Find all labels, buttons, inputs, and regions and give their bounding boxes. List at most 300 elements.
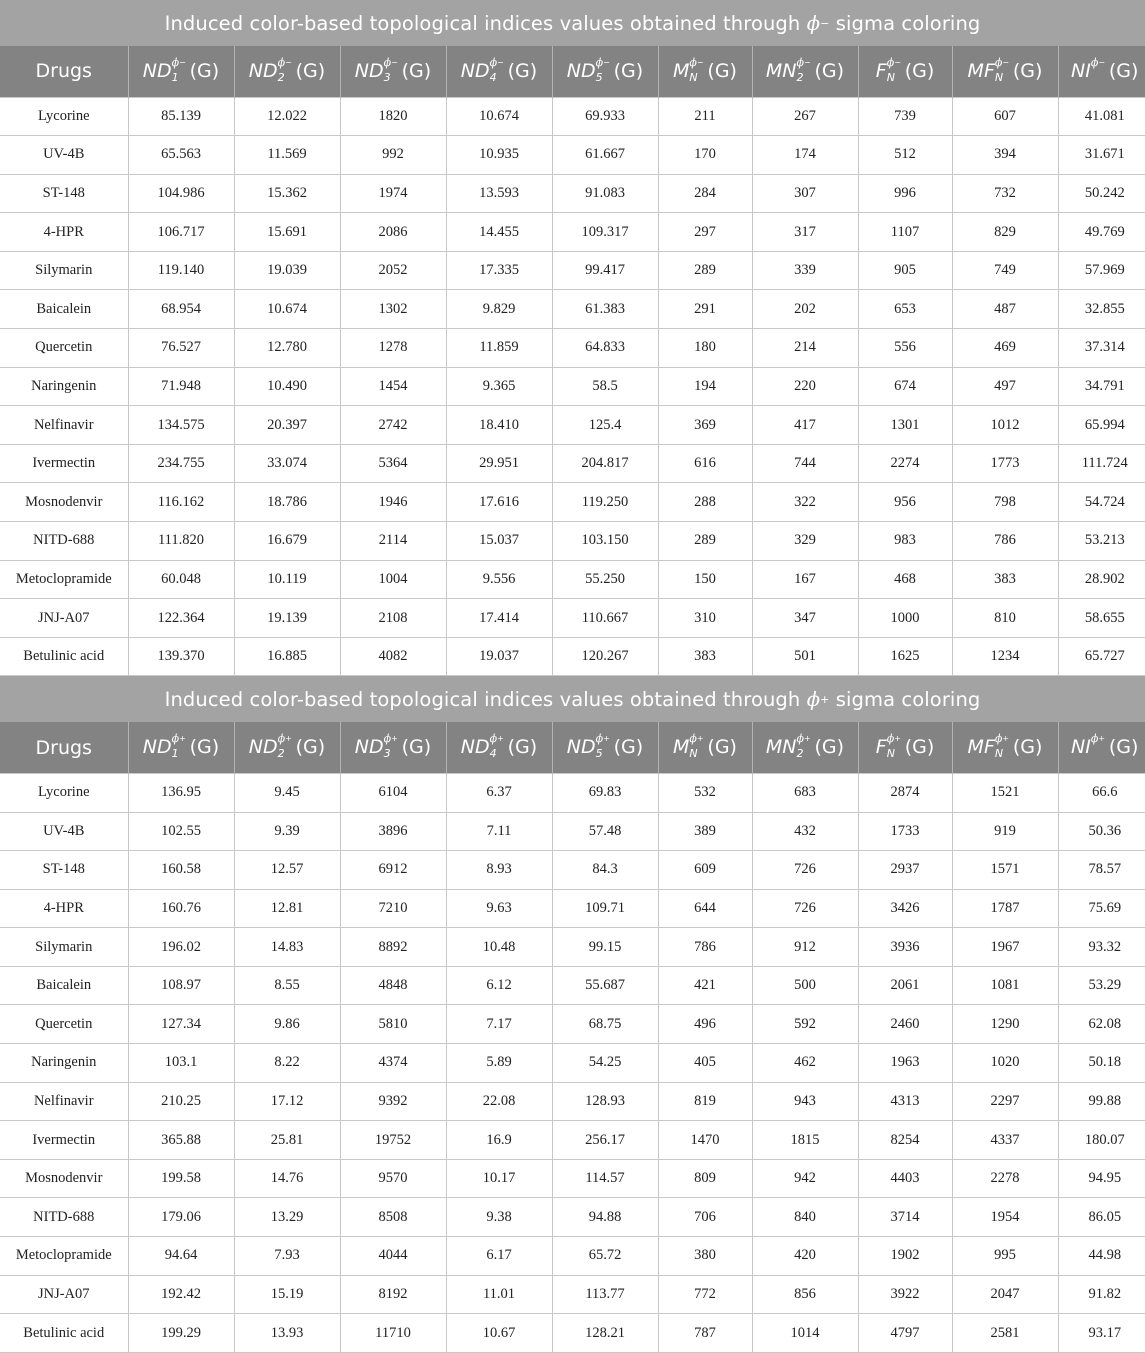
value-cell: 62.08 <box>1058 1005 1145 1044</box>
index-symbol <box>765 731 845 760</box>
value-cell: 2581 <box>952 1314 1058 1353</box>
value-cell: 683 <box>752 773 858 812</box>
value-cell: 99.417 <box>552 251 658 290</box>
value-cell: 91.083 <box>552 174 658 213</box>
value-cell: 919 <box>952 812 1058 851</box>
value-cell: 180.07 <box>1058 1121 1145 1160</box>
value-cell: 139.370 <box>128 637 234 676</box>
index-phi: ϕ <box>595 731 604 745</box>
index-subscript: 2 <box>277 746 285 760</box>
index-base: NI <box>1071 736 1091 759</box>
value-cell: 284 <box>658 174 752 213</box>
value-cell: 84.3 <box>552 851 658 890</box>
index-phi-sign: − <box>1002 57 1010 67</box>
drug-name-cell: Lycorine <box>0 773 128 812</box>
value-cell: 15.19 <box>234 1275 340 1314</box>
index-graph-arg: (G) <box>507 736 538 759</box>
index-symbol <box>354 55 432 84</box>
index-phi: ϕ <box>796 731 805 745</box>
title-suffix: sigma coloring <box>829 687 981 711</box>
value-cell: 3426 <box>858 889 952 928</box>
value-cell: 1571 <box>952 851 1058 890</box>
value-cell: 1301 <box>858 406 952 445</box>
value-cell: 14.76 <box>234 1159 340 1198</box>
index-base: ND <box>142 60 172 82</box>
index-graph-arg: (G) <box>295 60 326 82</box>
drug-name-cell: Ivermectin <box>0 1121 128 1160</box>
value-cell: 3922 <box>858 1275 952 1314</box>
value-cell: 76.527 <box>128 329 234 368</box>
index-phi-sign: + <box>285 733 292 743</box>
index-phi-sign: + <box>391 733 398 743</box>
value-cell: 19752 <box>340 1121 446 1160</box>
index-symbol <box>673 55 737 84</box>
column-header <box>952 46 1058 97</box>
value-cell: 128.93 <box>552 1082 658 1121</box>
value-cell: 2086 <box>340 213 446 252</box>
index-phi-sign: + <box>497 733 504 743</box>
drug-name-cell: JNJ-A07 <box>0 1275 128 1314</box>
index-phi-sign: − <box>804 57 811 67</box>
value-cell: 64.833 <box>552 329 658 368</box>
value-cell: 99.15 <box>552 928 658 967</box>
value-cell: 1946 <box>340 483 446 522</box>
value-cell: 840 <box>752 1198 858 1237</box>
index-phi: ϕ <box>994 731 1003 745</box>
value-cell: 86.05 <box>1058 1198 1145 1237</box>
value-cell: 44.98 <box>1058 1237 1145 1276</box>
value-cell: 1787 <box>952 889 1058 928</box>
index-graph-arg: (G) <box>401 736 432 759</box>
index-phi: ϕ <box>489 731 498 745</box>
index-base: MN <box>765 60 797 82</box>
value-cell: 905 <box>858 251 952 290</box>
index-subscript <box>1091 748 1105 759</box>
index-phi-sign: + <box>603 733 610 743</box>
value-cell: 7210 <box>340 889 446 928</box>
value-cell: 18.786 <box>234 483 340 522</box>
index-subscript: 1 <box>171 746 179 760</box>
value-cell: 739 <box>858 97 952 136</box>
value-cell: 210.25 <box>128 1082 234 1121</box>
index-symbol <box>460 731 538 760</box>
table-row <box>0 1198 1145 1237</box>
index-symbol <box>460 55 538 84</box>
index-subscript: N <box>886 746 895 760</box>
value-cell: 307 <box>752 174 858 213</box>
index-phi: ϕ <box>1090 55 1099 69</box>
table-row <box>0 97 1145 136</box>
value-cell: 4797 <box>858 1314 952 1353</box>
value-cell: 91.82 <box>1058 1275 1145 1314</box>
index-phi-sign: − <box>603 57 610 67</box>
column-header <box>552 722 658 773</box>
value-cell: 11.859 <box>446 329 552 368</box>
value-cell: 288 <box>658 483 752 522</box>
index-phi: ϕ <box>277 55 286 69</box>
value-cell: 383 <box>952 560 1058 599</box>
value-cell: 69.83 <box>552 773 658 812</box>
value-cell: 9.45 <box>234 773 340 812</box>
value-cell: 167 <box>752 560 858 599</box>
index-symbol <box>1071 731 1139 759</box>
value-cell: 8892 <box>340 928 446 967</box>
column-header-label: Drugs <box>35 736 92 759</box>
index-symbol <box>967 55 1043 84</box>
table-row <box>0 406 1145 445</box>
value-cell: 4403 <box>858 1159 952 1198</box>
value-cell: 706 <box>658 1198 752 1237</box>
value-cell: 75.69 <box>1058 889 1145 928</box>
value-cell: 1963 <box>858 1044 952 1083</box>
title-phi-sign: − <box>820 16 830 30</box>
value-cell: 468 <box>858 560 952 599</box>
index-subscript: 2 <box>796 70 804 84</box>
value-cell: 297 <box>658 213 752 252</box>
value-cell: 8508 <box>340 1198 446 1237</box>
value-cell: 1081 <box>952 966 1058 1005</box>
value-cell: 772 <box>658 1275 752 1314</box>
value-cell: 5810 <box>340 1005 446 1044</box>
index-phi: ϕ <box>994 55 1003 69</box>
value-cell: 317 <box>752 213 858 252</box>
value-cell: 1000 <box>858 599 952 638</box>
value-cell: 180 <box>658 329 752 368</box>
table-row <box>0 444 1145 483</box>
value-cell: 93.32 <box>1058 928 1145 967</box>
value-cell: 9.86 <box>234 1005 340 1044</box>
value-cell: 199.29 <box>128 1314 234 1353</box>
value-cell: 674 <box>858 367 952 406</box>
value-cell: 122.364 <box>128 599 234 638</box>
index-symbol <box>566 731 644 760</box>
table-row <box>0 1275 1145 1314</box>
value-cell: 291 <box>658 290 752 329</box>
value-cell: 4337 <box>952 1121 1058 1160</box>
value-cell: 57.48 <box>552 812 658 851</box>
index-subscript: N <box>689 746 698 760</box>
value-cell: 17.414 <box>446 599 552 638</box>
index-symbol <box>566 55 644 84</box>
value-cell: 956 <box>858 483 952 522</box>
table-row <box>0 213 1145 252</box>
table-row <box>0 367 1145 406</box>
value-cell: 1454 <box>340 367 446 406</box>
value-cell: 55.250 <box>552 560 658 599</box>
value-cell: 10.48 <box>446 928 552 967</box>
table-row <box>0 1314 1145 1353</box>
table-row <box>0 851 1145 890</box>
index-subscript: N <box>886 70 895 84</box>
value-cell: 211 <box>658 97 752 136</box>
value-cell: 289 <box>658 251 752 290</box>
value-cell: 7.17 <box>446 1005 552 1044</box>
value-cell: 996 <box>858 174 952 213</box>
table-row <box>0 812 1145 851</box>
value-cell: 9.38 <box>446 1198 552 1237</box>
value-cell: 68.954 <box>128 290 234 329</box>
value-cell: 41.081 <box>1058 97 1145 136</box>
value-cell: 119.250 <box>552 483 658 522</box>
value-cell: 19.139 <box>234 599 340 638</box>
value-cell: 136.95 <box>128 773 234 812</box>
index-symbol <box>248 731 326 760</box>
value-cell: 329 <box>752 522 858 561</box>
index-graph-arg: (G) <box>1108 736 1139 759</box>
value-cell: 339 <box>752 251 858 290</box>
title-phi: ϕ <box>806 11 821 35</box>
index-symbol <box>875 731 935 760</box>
value-cell: 1820 <box>340 97 446 136</box>
value-cell: 432 <box>752 812 858 851</box>
value-cell: 199.58 <box>128 1159 234 1198</box>
value-cell: 744 <box>752 444 858 483</box>
value-cell: 160.76 <box>128 889 234 928</box>
index-base: MN <box>765 736 797 759</box>
value-cell: 125.4 <box>552 406 658 445</box>
index-phi-sign: − <box>894 57 901 67</box>
value-cell: 113.77 <box>552 1275 658 1314</box>
value-cell: 204.817 <box>552 444 658 483</box>
value-cell: 2742 <box>340 406 446 445</box>
value-cell: 4044 <box>340 1237 446 1276</box>
value-cell: 220 <box>752 367 858 406</box>
value-cell: 7.11 <box>446 812 552 851</box>
value-cell: 9.39 <box>234 812 340 851</box>
index-graph-arg: (G) <box>1012 736 1043 759</box>
value-cell: 2297 <box>952 1082 1058 1121</box>
value-cell: 912 <box>752 928 858 967</box>
table-row <box>0 599 1145 638</box>
index-base: ND <box>248 736 278 759</box>
index-base: NI <box>1071 60 1091 82</box>
column-header <box>0 722 128 773</box>
value-cell: 9.63 <box>446 889 552 928</box>
value-cell: 11.01 <box>446 1275 552 1314</box>
value-cell: 65.72 <box>552 1237 658 1276</box>
index-subscript <box>1091 72 1105 83</box>
value-cell: 2061 <box>858 966 952 1005</box>
index-graph-arg: (G) <box>295 736 326 759</box>
index-graph-arg: (G) <box>401 60 432 82</box>
value-cell: 2937 <box>858 851 952 890</box>
column-header <box>1058 722 1145 773</box>
value-cell: 12.780 <box>234 329 340 368</box>
drug-name-cell: Metoclopramide <box>0 560 128 599</box>
index-base: MF <box>967 736 995 759</box>
value-cell: 726 <box>752 851 858 890</box>
value-cell: 111.820 <box>128 522 234 561</box>
value-cell: 1733 <box>858 812 952 851</box>
title-prefix: Induced color-based topological indices values obtained through <box>164 11 807 35</box>
index-phi: ϕ <box>171 731 180 745</box>
value-cell: 3714 <box>858 1198 952 1237</box>
value-cell: 103.150 <box>552 522 658 561</box>
table-row <box>0 1121 1145 1160</box>
column-header <box>552 46 658 97</box>
value-cell: 202 <box>752 290 858 329</box>
table-row <box>0 773 1145 812</box>
drug-name-cell: Baicalein <box>0 966 128 1005</box>
value-cell: 267 <box>752 97 858 136</box>
value-cell: 12.81 <box>234 889 340 928</box>
index-phi-sign: − <box>1098 57 1106 67</box>
index-phi-sign: + <box>696 733 704 743</box>
value-cell: 3936 <box>858 928 952 967</box>
drug-name-cell: 4-HPR <box>0 213 128 252</box>
value-cell: 4082 <box>340 637 446 676</box>
section-title <box>0 676 1145 722</box>
value-cell: 31.671 <box>1058 136 1145 175</box>
value-cell: 389 <box>658 812 752 851</box>
value-cell: 1234 <box>952 637 1058 676</box>
value-cell: 810 <box>952 599 1058 638</box>
value-cell: 104.986 <box>128 174 234 213</box>
value-cell: 497 <box>952 367 1058 406</box>
value-cell: 4374 <box>340 1044 446 1083</box>
value-cell: 556 <box>858 329 952 368</box>
index-graph-arg: (G) <box>1012 60 1043 82</box>
table-row <box>0 966 1145 1005</box>
value-cell: 49.769 <box>1058 213 1145 252</box>
value-cell: 17.12 <box>234 1082 340 1121</box>
index-phi-sign: − <box>179 57 186 67</box>
title-suffix: sigma coloring <box>829 11 981 35</box>
value-cell: 819 <box>658 1082 752 1121</box>
index-phi: ϕ <box>886 55 895 69</box>
drug-name-cell: Nelfinavir <box>0 406 128 445</box>
value-cell: 3896 <box>340 812 446 851</box>
index-subscript: 3 <box>383 70 391 84</box>
value-cell: 1954 <box>952 1198 1058 1237</box>
header-row <box>0 46 1145 97</box>
value-cell: 943 <box>752 1082 858 1121</box>
value-cell: 54.724 <box>1058 483 1145 522</box>
value-cell: 8192 <box>340 1275 446 1314</box>
value-cell: 1004 <box>340 560 446 599</box>
title-phi-sign: + <box>820 692 830 706</box>
value-cell: 496 <box>658 1005 752 1044</box>
value-cell: 421 <box>658 966 752 1005</box>
value-cell: 102.55 <box>128 812 234 851</box>
value-cell: 1278 <box>340 329 446 368</box>
index-phi-sign: + <box>894 733 901 743</box>
value-cell: 179.06 <box>128 1198 234 1237</box>
index-base: ND <box>566 60 596 82</box>
column-header <box>340 46 446 97</box>
value-cell: 405 <box>658 1044 752 1083</box>
drug-name-cell: Lycorine <box>0 97 128 136</box>
drug-name-cell: Naringenin <box>0 1044 128 1083</box>
value-cell: 109.71 <box>552 889 658 928</box>
value-cell: 8.22 <box>234 1044 340 1083</box>
drug-name-cell: Quercetin <box>0 1005 128 1044</box>
value-cell: 749 <box>952 251 1058 290</box>
drug-name-cell: Quercetin <box>0 329 128 368</box>
value-cell: 150 <box>658 560 752 599</box>
table-row <box>0 136 1145 175</box>
drug-name-cell: UV-4B <box>0 136 128 175</box>
value-cell: 20.397 <box>234 406 340 445</box>
value-cell: 11.569 <box>234 136 340 175</box>
index-base: F <box>875 736 887 759</box>
value-cell: 29.951 <box>446 444 552 483</box>
value-cell: 25.81 <box>234 1121 340 1160</box>
value-cell: 8.93 <box>446 851 552 890</box>
value-cell: 2274 <box>858 444 952 483</box>
value-cell: 106.717 <box>128 213 234 252</box>
value-cell: 114.57 <box>552 1159 658 1198</box>
index-symbol <box>875 55 935 84</box>
table-row <box>0 1005 1145 1044</box>
value-cell: 174 <box>752 136 858 175</box>
index-subscript: 2 <box>277 70 285 84</box>
value-cell: 644 <box>658 889 752 928</box>
value-cell: 120.267 <box>552 637 658 676</box>
column-header <box>128 722 234 773</box>
value-cell: 4313 <box>858 1082 952 1121</box>
value-cell: 469 <box>952 329 1058 368</box>
value-cell: 15.037 <box>446 522 552 561</box>
drug-name-cell: Mosnodenvir <box>0 1159 128 1198</box>
value-cell: 5364 <box>340 444 446 483</box>
value-cell: 420 <box>752 1237 858 1276</box>
drug-name-cell: JNJ-A07 <box>0 599 128 638</box>
value-cell: 37.314 <box>1058 329 1145 368</box>
value-cell: 69.933 <box>552 97 658 136</box>
value-cell: 2460 <box>858 1005 952 1044</box>
index-symbol <box>354 731 432 760</box>
value-cell: 369 <box>658 406 752 445</box>
value-cell: 94.64 <box>128 1237 234 1276</box>
value-cell: 809 <box>658 1159 752 1198</box>
value-cell: 487 <box>952 290 1058 329</box>
value-cell: 9570 <box>340 1159 446 1198</box>
value-cell: 17.616 <box>446 483 552 522</box>
value-cell: 57.969 <box>1058 251 1145 290</box>
column-header <box>128 46 234 97</box>
value-cell: 68.75 <box>552 1005 658 1044</box>
value-cell: 65.563 <box>128 136 234 175</box>
column-header <box>0 46 128 97</box>
value-cell: 196.02 <box>128 928 234 967</box>
index-phi: ϕ <box>277 731 286 745</box>
index-base: ND <box>566 736 596 759</box>
index-phi-sign: + <box>804 733 811 743</box>
index-base: F <box>875 60 887 82</box>
value-cell: 6.37 <box>446 773 552 812</box>
section-title <box>0 0 1145 46</box>
value-cell: 6912 <box>340 851 446 890</box>
column-header <box>340 722 446 773</box>
value-cell: 55.687 <box>552 966 658 1005</box>
value-cell: 2874 <box>858 773 952 812</box>
value-cell: 134.575 <box>128 406 234 445</box>
value-cell: 50.36 <box>1058 812 1145 851</box>
table-row <box>0 290 1145 329</box>
value-cell: 16.885 <box>234 637 340 676</box>
drug-name-cell: Naringenin <box>0 367 128 406</box>
value-cell: 322 <box>752 483 858 522</box>
index-base: M <box>673 736 690 759</box>
value-cell: 16.679 <box>234 522 340 561</box>
value-cell: 9.829 <box>446 290 552 329</box>
value-cell: 4848 <box>340 966 446 1005</box>
value-cell: 94.88 <box>552 1198 658 1237</box>
index-phi: ϕ <box>689 731 697 745</box>
value-cell: 983 <box>858 522 952 561</box>
value-cell: 108.97 <box>128 966 234 1005</box>
